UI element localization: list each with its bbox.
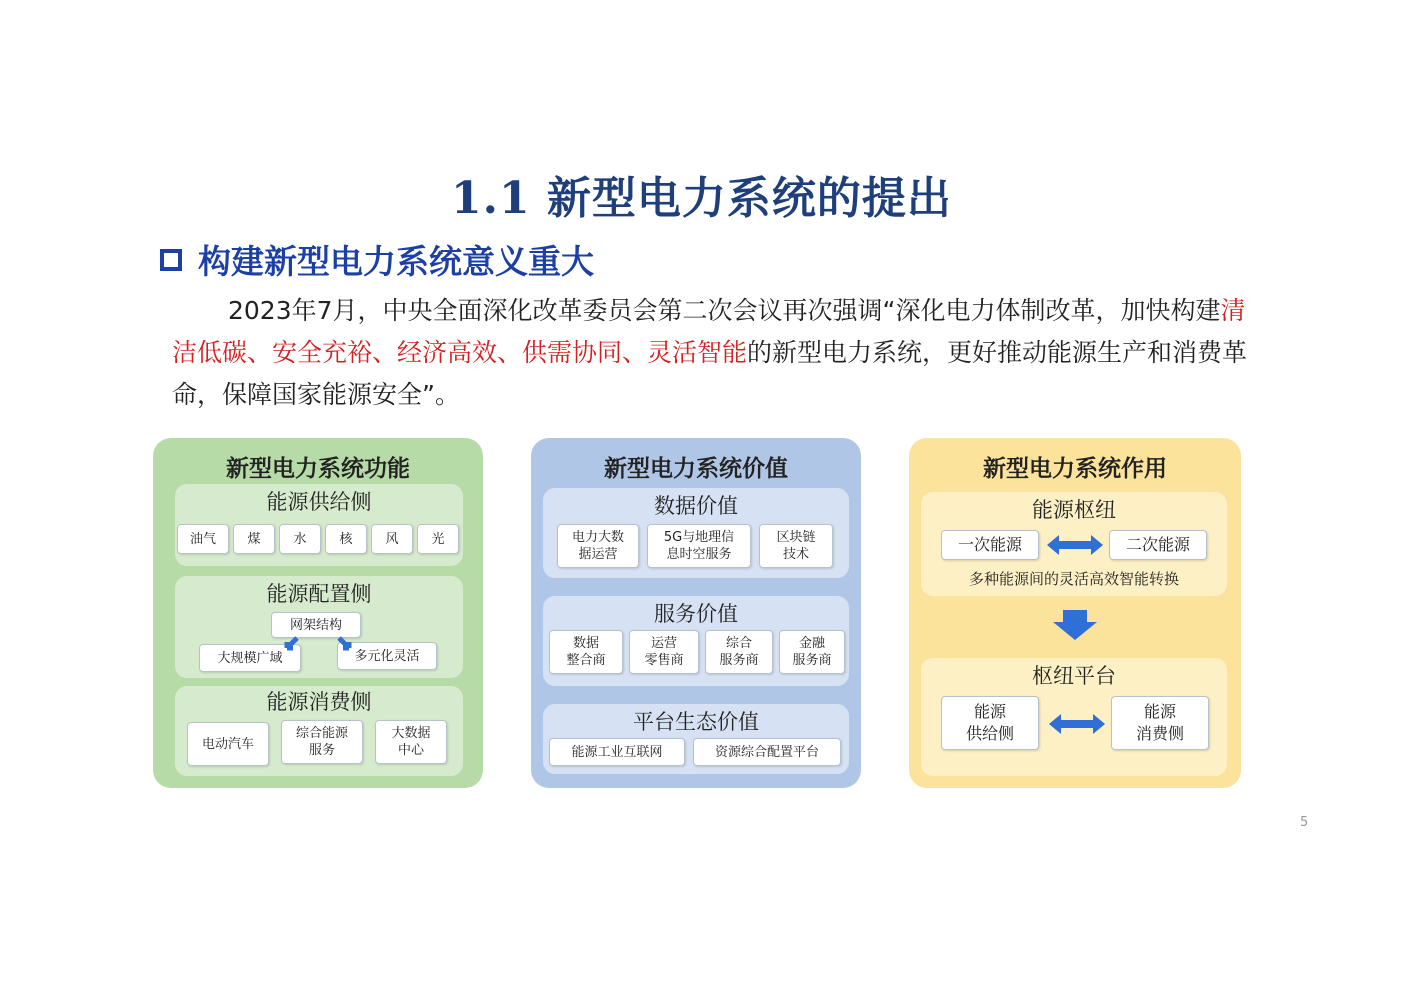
service-value-title: 服务价值 xyxy=(654,602,738,626)
title-number: 1.1 xyxy=(451,173,531,224)
supply-item-nuclear: 核 xyxy=(325,524,367,554)
large-scale-wide-area-chip: 大规模广域 xyxy=(199,644,301,672)
paragraph-part1: 2023年7月，中央全面深化改革委员会第二次会议再次强调“深化电力体制改革，加快构建 xyxy=(228,296,1221,325)
energy-hub-title: 能源枢纽 xyxy=(1032,498,1116,522)
function-panel-title: 新型电力系统功能 xyxy=(226,456,410,482)
integrated-service-chip: 综合 服务商 xyxy=(705,630,773,674)
section-heading-text: 构建新型电力系统意义重大 xyxy=(198,242,594,281)
energy-supply-side-chip: 能源 供给侧 xyxy=(941,696,1039,750)
value-panel xyxy=(531,438,861,788)
value-panel-title: 新型电力系统价值 xyxy=(604,456,788,482)
energy-industrial-internet-chip: 能源工业互联网 xyxy=(549,738,685,766)
energy-hub-box xyxy=(921,492,1227,596)
slide-title xyxy=(0,162,1403,226)
role-panel xyxy=(909,438,1241,788)
down-arrow-icon xyxy=(1051,610,1099,640)
platform-ecology-box xyxy=(543,704,849,774)
integrated-energy-service-chip: 综合能源 服务 xyxy=(281,720,363,764)
supply-side-box xyxy=(175,484,463,566)
section-heading xyxy=(160,236,594,283)
blockchain-chip: 区块链 技术 xyxy=(759,524,833,568)
energy-hub-note: 多种能源间的灵活高效智能转换 xyxy=(968,570,1179,588)
grid-structure-chip: 网架结构 xyxy=(271,612,361,638)
supply-side-title: 能源供给侧 xyxy=(266,490,372,514)
allocation-arrows-icon xyxy=(275,634,365,656)
square-bullet-icon xyxy=(160,249,182,271)
allocation-side-title: 能源配置侧 xyxy=(266,582,372,606)
resource-allocation-platform-chip: 资源综合配置平台 xyxy=(693,738,841,766)
service-value-box xyxy=(543,596,849,686)
operation-retailer-chip: 运营 零售商 xyxy=(629,630,699,674)
electric-vehicle-chip: 电动汽车 xyxy=(187,722,269,766)
supply-item-wind: 风 xyxy=(371,524,413,554)
platform-double-arrow-icon xyxy=(1049,714,1105,734)
title-text: 新型电力系统的提出 xyxy=(546,173,952,224)
supply-item-oil-gas: 油气 xyxy=(177,524,229,554)
supply-item-solar: 光 xyxy=(417,524,459,554)
role-panel-title: 新型电力系统作用 xyxy=(983,456,1167,482)
page-number: 5 xyxy=(1300,815,1309,830)
hub-double-arrow-icon xyxy=(1047,535,1103,555)
financial-service-chip: 金融 服务商 xyxy=(779,630,845,674)
power-big-data-chip: 电力大数 据运营 xyxy=(557,524,639,568)
hub-platform-title: 枢纽平台 xyxy=(1032,664,1116,688)
consumption-side-title: 能源消费侧 xyxy=(266,690,372,714)
intro-paragraph xyxy=(172,290,1262,416)
energy-consumption-side-chip: 能源 消费侧 xyxy=(1111,696,1209,750)
consumption-side-box xyxy=(175,686,463,776)
function-panel xyxy=(153,438,483,788)
data-value-title: 数据价值 xyxy=(654,494,738,518)
5g-geo-service-chip: 5G与地理信 息时空服务 xyxy=(647,524,751,568)
secondary-energy-chip: 二次能源 xyxy=(1109,530,1207,560)
platform-ecology-title: 平台生态价值 xyxy=(633,710,759,734)
supply-item-water: 水 xyxy=(279,524,321,554)
paragraph-part2: 的新型电力系统，更好推动能源生产和消费革命，保障国家能源安全”。 xyxy=(172,338,1248,409)
big-data-center-chip: 大数据 中心 xyxy=(375,720,447,764)
allocation-side-box xyxy=(175,576,463,678)
supply-item-coal: 煤 xyxy=(233,524,275,554)
hub-platform-box xyxy=(921,658,1227,776)
data-integrator-chip: 数据 整合商 xyxy=(549,630,623,674)
diverse-flexible-chip: 多元化灵活 xyxy=(337,642,437,670)
data-value-box xyxy=(543,488,849,578)
primary-energy-chip: 一次能源 xyxy=(941,530,1039,560)
paragraph-highlight: 清洁低碳、安全充裕、经济高效、供需协同、灵活智能 xyxy=(172,296,1246,367)
